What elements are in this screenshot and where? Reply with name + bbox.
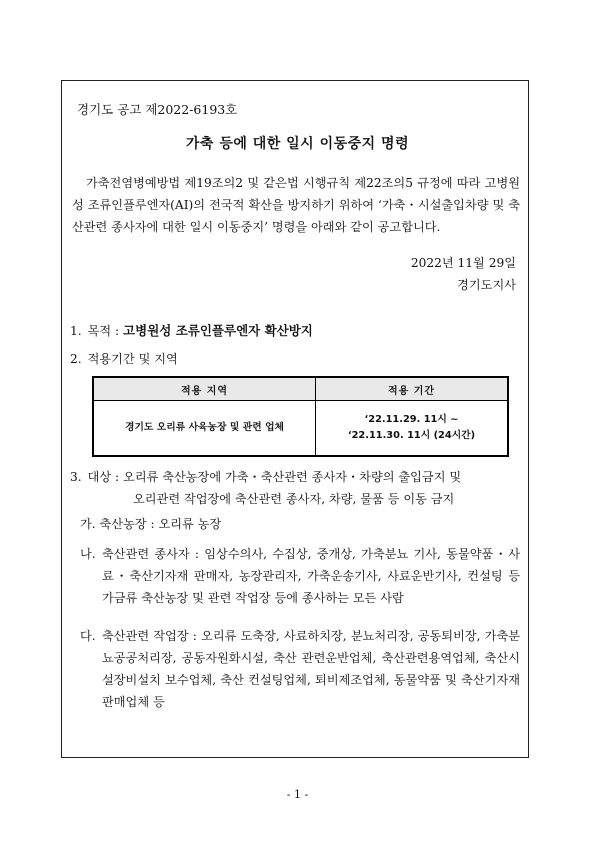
header-area: 적용 지역 [93, 377, 316, 401]
item-na [80, 543, 520, 609]
period-start: ‘22.11.29. 11시 ~ [364, 414, 459, 425]
item-ga [80, 513, 221, 535]
item-text: 축산관련 작업장 : 오리류 도축장, 사료하치장, 분뇨처리장, 공동퇴비장, 가축분뇨공공처리장, 공동자원화시설, 축산 관련운반업체, 축산관련용역업체, 축산시설장비설치 보수업체, 축산 컨설팅업체, 퇴비제조업체, 동물약품 및 축산기자재 판매업체 등 [102, 629, 520, 709]
period-area-table [92, 376, 509, 457]
header-period: 적용 기간 [316, 377, 509, 401]
item-mark: 나. [80, 547, 96, 561]
cell-area: 경기도 오리류 사육농장 및 관련 업체 [93, 401, 316, 457]
target-line2: 오리관련 작업장에 축산관련 종사자, 차량, 물품 등 이동 금지 [133, 492, 455, 506]
notice-date: 2022년 11월 29일 [410, 256, 516, 270]
cell-period [316, 401, 509, 457]
section-period [70, 350, 178, 367]
section-number: 2. [70, 352, 82, 366]
section-label: 적용기간 및 지역 [87, 352, 178, 366]
intro-paragraph: 가축전염병예방법 제19조의2 및 같은법 시행규칙 제22조의5 규정에 따라 고병원성 조류인플루엔자(AI)의 전국적 확산을 방지하기 위하여 ‘가축・시설출입차량 및 축산관련 종사자에 대한 일시 이동중지’ 명령을 아래와 같이 공고합니다. [72, 176, 520, 234]
purpose-value: 고병원성 조류인플루엔자 확산방지 [123, 323, 313, 338]
item-mark: 가. [80, 517, 96, 531]
table-header-row [93, 377, 508, 401]
section-number: 1. [70, 324, 82, 338]
issuer: 경기도지사 [457, 278, 516, 292]
item-mark: 다. [80, 629, 96, 643]
target-line1: 대상 : 오리류 축산농장에 가축・축산관련 종사자・차량의 출입금지 및 [87, 470, 462, 484]
document-title: 가축 등에 대한 일시 이동중지 명령 [185, 136, 410, 152]
table-row [93, 401, 508, 457]
section-number: 3. [70, 470, 82, 484]
item-da [80, 625, 520, 713]
period-end: ‘22.11.30. 11시 (24시간) [347, 430, 476, 441]
item-text: 축산관련 종사자 : 임상수의사, 수집상, 중개상, 가축분뇨 기사, 동물약품・사료・축산기자재 판매자, 농장관리자, 가축운송기사, 사료운반기사, 컨설팅 등 가금류 축산농장 및 관련 작업장 등에 종사하는 모든 사람 [102, 547, 520, 605]
section-target [70, 466, 461, 510]
section-purpose [70, 321, 313, 339]
page-number: - 1 - [286, 788, 309, 801]
notice-number: 경기도 공고 제2022-6193호 [77, 102, 238, 117]
item-text: 축산농장 : 오리류 농장 [99, 517, 222, 531]
section-label: 목적 : [87, 324, 120, 338]
